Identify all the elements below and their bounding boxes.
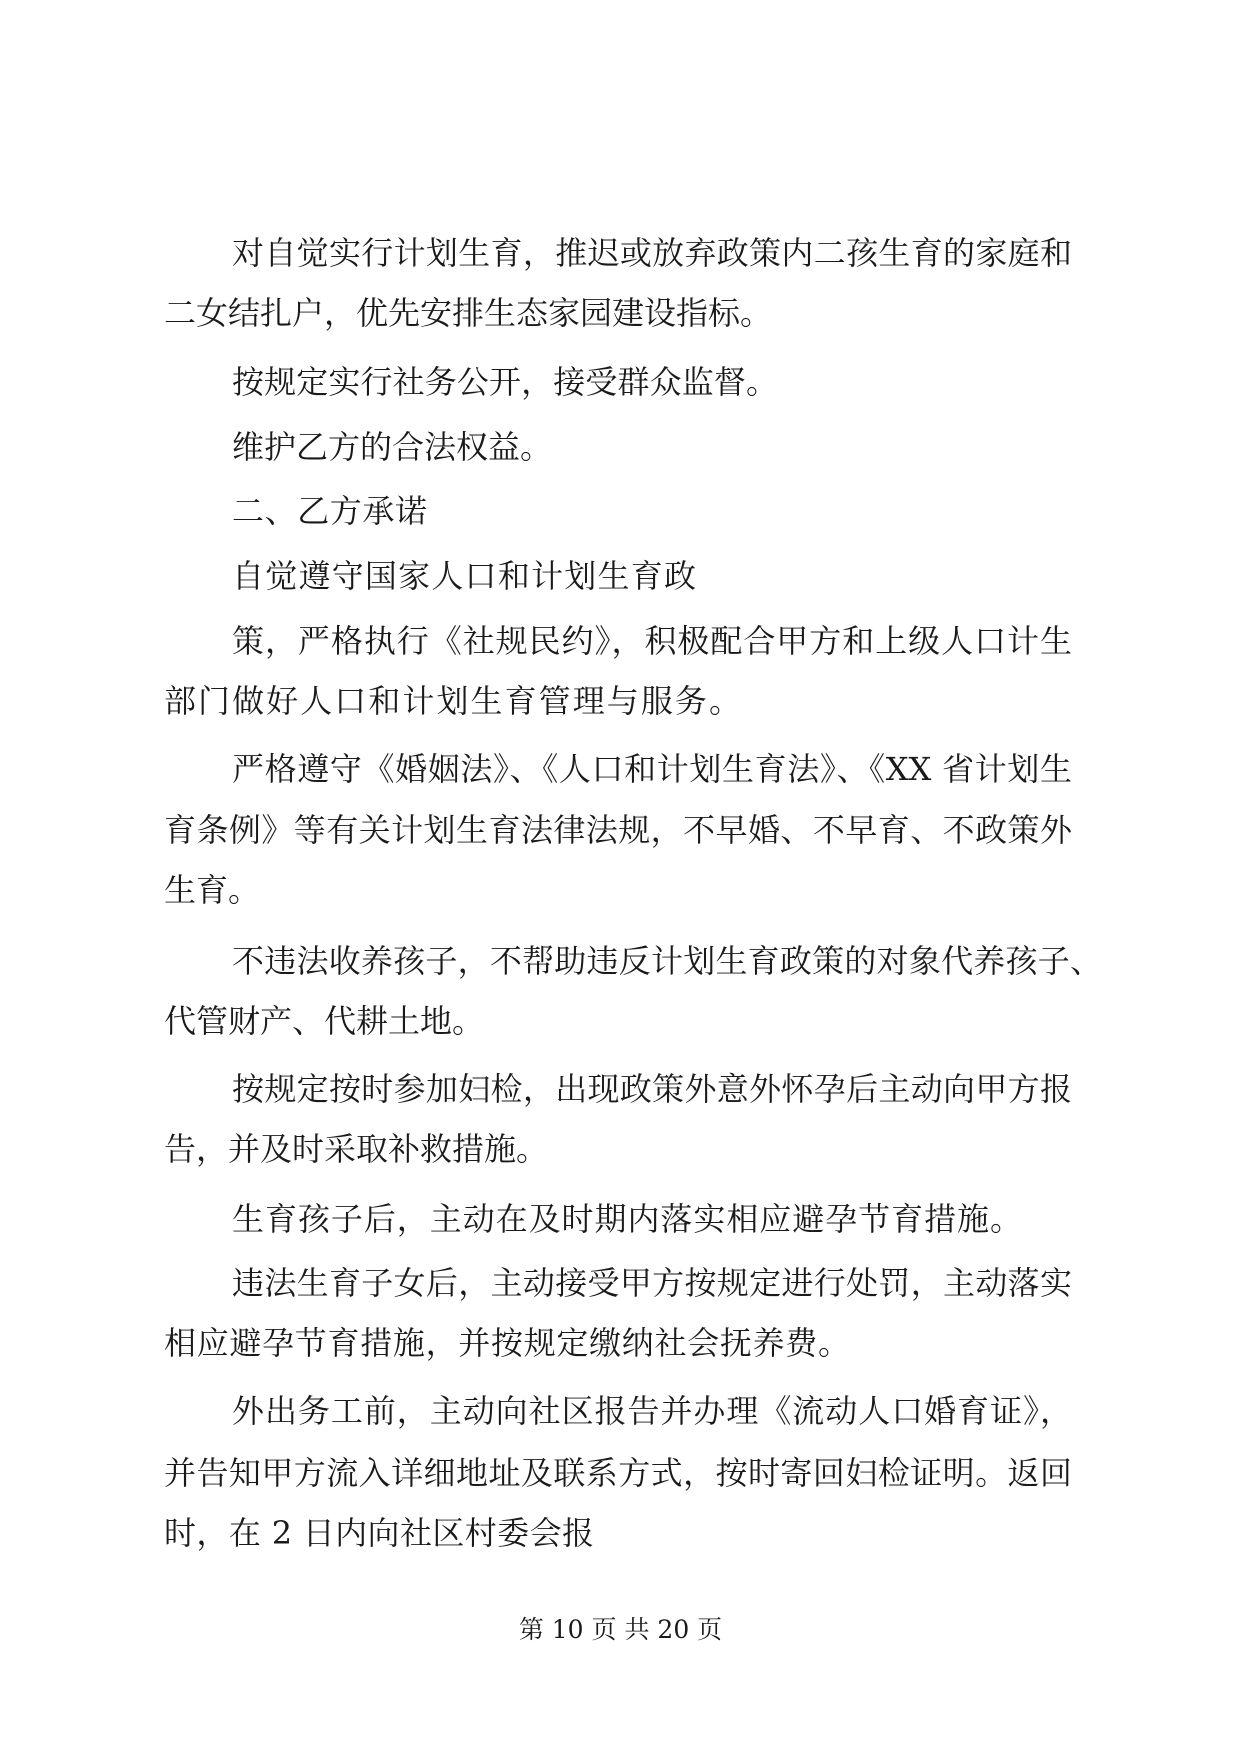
line-text: 按规定按时参加妇检，出现政策外意外怀孕后主动向甲方报 — [232, 1070, 1072, 1108]
line-text: 对自觉实行计划生育，推迟或放弃政策内二孩生育的家庭和 — [232, 234, 1072, 272]
text-line — [0, 352, 1241, 412]
line-text: 策，严格执行《社规民约》，积极配合甲方和上级人口计生 — [232, 622, 1072, 660]
line-text: 违法生育子女后，主动接受甲方按规定进行处罚，主动落实 — [232, 1264, 1072, 1302]
text-line — [0, 1443, 1241, 1503]
line-text: 并告知甲方流入详细地址及联系方式，按时寄回妇检证明。返回 — [164, 1454, 1072, 1492]
line-text: 相应避孕节育措施，并按规定缴纳社会抚养费。 — [164, 1324, 850, 1362]
text-line — [0, 1189, 1241, 1249]
text-line — [0, 1313, 1241, 1373]
line-text: 生育。 — [164, 871, 261, 909]
text-line — [0, 1381, 1241, 1441]
text-line — [0, 1059, 1241, 1119]
text-line — [0, 739, 1241, 799]
line-text: 外出务工前，主动向社区报告并办理《流动人口婚育证》， — [232, 1392, 1072, 1430]
text-line — [0, 860, 1241, 920]
page-footer: 第 10 页 共 20 页 — [518, 1615, 723, 1644]
line-text: 二女结扎户，优先安排生态家园建设指标。 — [164, 294, 773, 332]
line-text: 育条例》等有关计划生育法律法规，不早婚、不早育、不政策外 — [164, 811, 1072, 849]
text-line — [0, 1119, 1241, 1179]
line-text: 时，在 2 日内向社区村委会报 — [164, 1514, 594, 1552]
text-line — [0, 1503, 1241, 1563]
line-text: 自觉遵守国家人口和计划生育政 — [232, 557, 696, 595]
line-text: 按规定实行社务公开，接受群众监督。 — [232, 363, 778, 401]
text-line — [0, 417, 1241, 477]
line-text: 部门做好人口和计划生育管理与服务。 — [164, 682, 741, 720]
line-text: 维护乙方的合法权益。 — [232, 428, 553, 466]
line-text: 不违法收养孩子，不帮助违反计划生育政策的对象代养孩子、 — [232, 942, 1102, 980]
text-line — [0, 1253, 1241, 1313]
text-line — [0, 223, 1241, 283]
text-line — [0, 611, 1241, 671]
text-line — [0, 931, 1241, 991]
line-text: 代管财产、代耕土地。 — [164, 1002, 485, 1040]
text-line — [0, 481, 1241, 541]
text-line — [0, 671, 1241, 731]
line-text: 告，并及时采取补救措施。 — [164, 1130, 549, 1168]
text-line — [0, 800, 1241, 860]
line-text: 生育孩子后，主动在及时期内落实相应避孕节育措施。 — [232, 1200, 1022, 1238]
line-text: 严格遵守《婚姻法》、《人口和计划生育法》、《XX 省计划生 — [232, 750, 1072, 788]
text-line — [0, 283, 1241, 343]
text-line — [0, 546, 1241, 606]
line-text: 二、乙方承诺 — [232, 492, 427, 530]
text-line — [0, 991, 1241, 1051]
